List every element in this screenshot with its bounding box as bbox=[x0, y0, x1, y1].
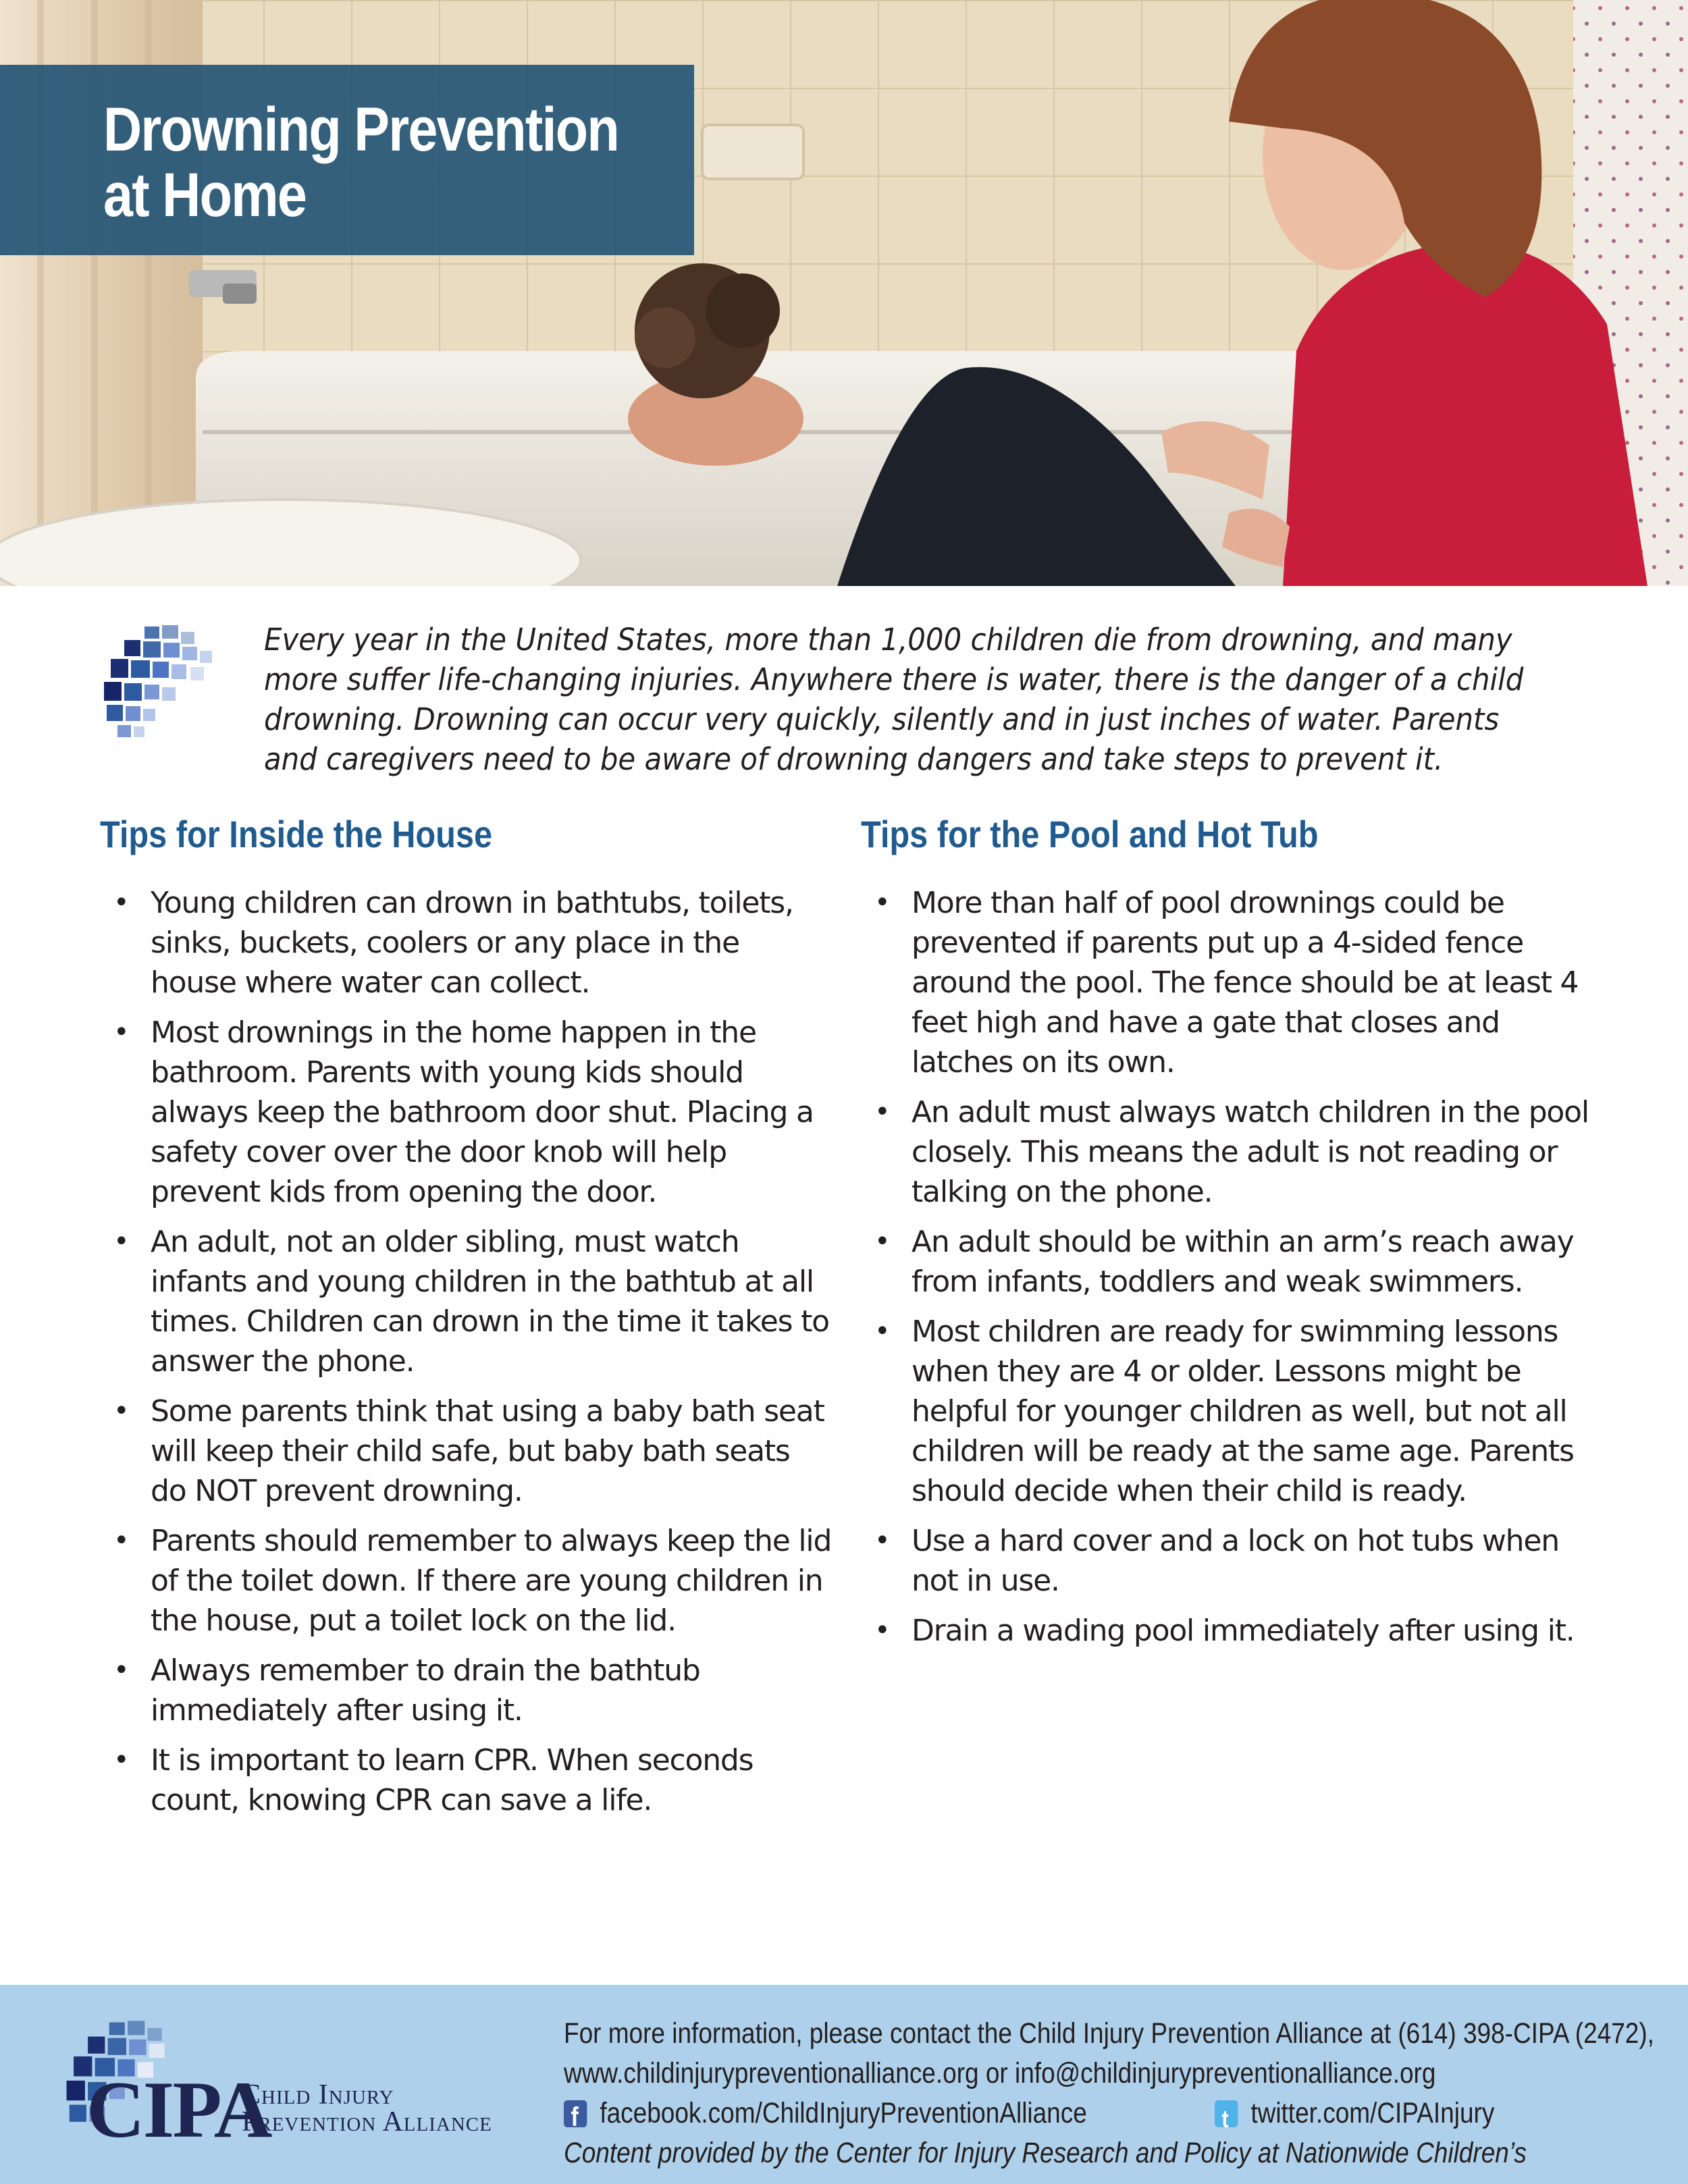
title-line-2: at Home bbox=[103, 161, 307, 230]
bullet-icon: • bbox=[113, 1226, 129, 1257]
pool-hot-tub-list bbox=[861, 883, 1604, 1651]
list-item: • Parents should remember to always keep the lid of the toilet down. If there are young children in the house, put a toilet lock on the lid. bbox=[100, 1521, 833, 1641]
bullet-icon: • bbox=[113, 887, 129, 918]
social-links bbox=[564, 2094, 1654, 2133]
intro-paragraph: Every year in the United States, more than 1,000 children die from drowning, and many more suffer life-changing injuries. Anywhere there is water, there is the danger of a child drowning. Drowning can occur very quickly, silently and in just inches of water. Parents and caregivers need to be aware of drowning dangers and take steps to prevent it. bbox=[264, 622, 1524, 777]
content-credit: Content provided by the Center for Injury Research and Policy at Nationwide Children’s bbox=[564, 2137, 1527, 2169]
bullet-icon: • bbox=[113, 1525, 129, 1556]
cipa-logo-subtitle bbox=[242, 2081, 492, 2135]
bullet-icon: • bbox=[874, 887, 890, 918]
twitter-link[interactable]: twitter.com/CIPAInjury bbox=[1250, 2097, 1495, 2129]
list-item: • Young children can drown in bathtubs, toilets, sinks, buckets, coolers or any place in the house where water can collect. bbox=[100, 883, 833, 1003]
pool-hot-tub-heading: Tips for the Pool and Hot Tub bbox=[861, 813, 1319, 855]
title-banner bbox=[0, 65, 694, 255]
cipa-subtitle-line-2: Prevention Alliance bbox=[242, 2106, 492, 2137]
inside-house-section bbox=[100, 810, 833, 1830]
list-item: • Some parents think that using a baby bath seat will keep their child safe, but baby bath seats do NOT prevent drowning. bbox=[100, 1391, 833, 1511]
bullet-icon: • bbox=[874, 1316, 890, 1347]
bullet-icon: • bbox=[113, 1017, 129, 1048]
list-item: • Drain a wading pool immediately after using it. bbox=[861, 1611, 1604, 1651]
hero-photo bbox=[0, 0, 1688, 586]
cipa-logo-wordmark: CIPA bbox=[86, 2065, 271, 2154]
list-item: • Most drownings in the home happen in the bathroom. Parents with young kids should always keep the bathroom door shut. Placing a safety cover over the door knob will help prevent kids from opening the door. bbox=[100, 1013, 833, 1212]
contact-line-2[interactable]: www.childinjurypreventionalliance.org or info@childinjurypreventionalliance.org bbox=[564, 2057, 1436, 2089]
facebook-link[interactable]: facebook.com/ChildInjuryPreventionAlliance bbox=[600, 2097, 1087, 2129]
list-item: • It is important to learn CPR. When seconds count, knowing CPR can save a life. bbox=[100, 1740, 833, 1820]
list-item: • More than half of pool drownings could be prevented if parents put up a 4-sided fence around the pool. The fence should be at least 4 feet high and have a gate that closes and latches on its own. bbox=[861, 883, 1604, 1082]
pool-hot-tub-section bbox=[861, 810, 1604, 1661]
bullet-icon: • bbox=[113, 1744, 129, 1776]
bullet-icon: • bbox=[113, 1655, 129, 1686]
list-item: • An adult must always watch children in the pool closely. This means the adult is not reading or talking on the phone. bbox=[861, 1092, 1604, 1212]
page-title bbox=[103, 95, 618, 230]
inside-house-list bbox=[100, 883, 833, 1820]
facebook-icon[interactable] bbox=[564, 2100, 587, 2127]
twitter-icon[interactable] bbox=[1215, 2100, 1238, 2127]
list-item: • Most children are ready for swimming lessons when they are 4 or older. Lessons might be helpful for younger children as well, but not all children will be ready at the same age. Parents should decide when their child is ready. bbox=[861, 1312, 1604, 1511]
globe-logo-icon bbox=[97, 620, 226, 748]
list-item: • An adult should be within an arm’s reach away from infants, toddlers and weak swimmers. bbox=[861, 1222, 1604, 1302]
list-item: • Use a hard cover and a lock on hot tubs when not in use. bbox=[861, 1521, 1604, 1601]
bullet-icon: • bbox=[113, 1395, 129, 1427]
title-line-1: Drowning Prevention bbox=[103, 95, 618, 164]
bullet-icon: • bbox=[874, 1615, 890, 1646]
contact-line-1: For more information, please contact the Child Injury Prevention Alliance at (614) 398-CIPA (2472), bbox=[564, 2017, 1654, 2050]
bullet-icon: • bbox=[874, 1096, 890, 1127]
bullet-icon: • bbox=[874, 1226, 890, 1257]
list-item: • An adult, not an older sibling, must watch infants and young children in the bathtub at all times. Children can drown in the time it takes to answer the phone. bbox=[100, 1222, 833, 1381]
bullet-icon: • bbox=[874, 1525, 890, 1556]
inside-house-heading: Tips for Inside the House bbox=[100, 813, 493, 855]
list-item: • Always remember to drain the bathtub immediately after using it. bbox=[100, 1651, 833, 1730]
contact-info bbox=[564, 2014, 1654, 2173]
cipa-subtitle-line-1: Child Injury bbox=[242, 2079, 394, 2110]
